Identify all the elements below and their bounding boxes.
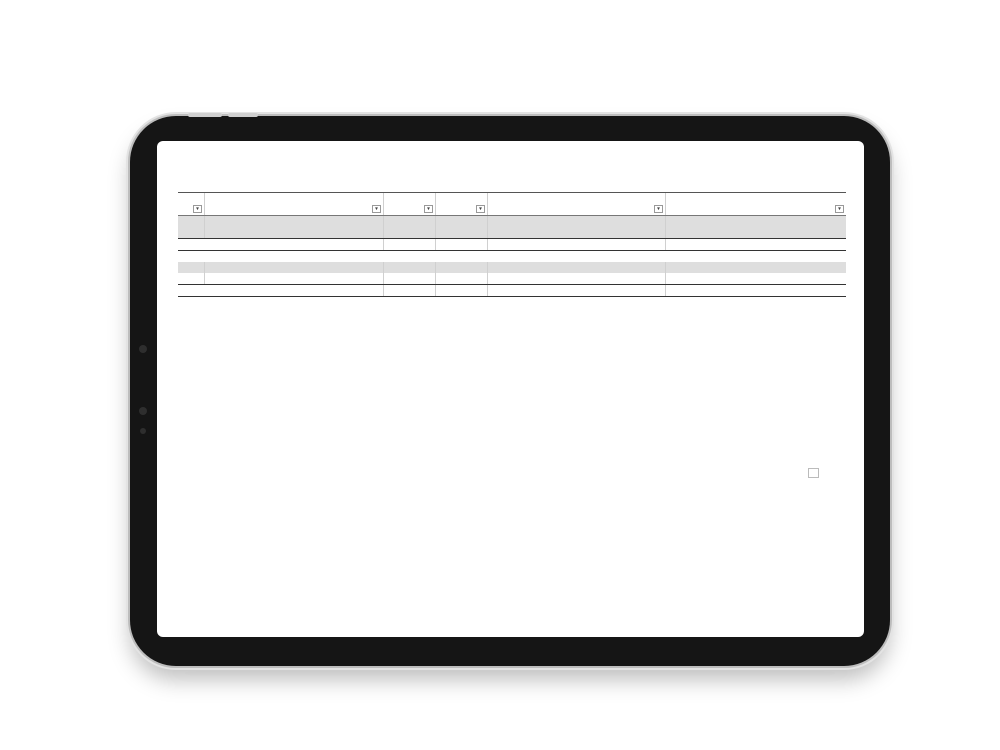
- subtotal-row: [178, 238, 846, 251]
- filter-dropdown-icon[interactable]: ▾: [372, 205, 381, 213]
- filter-dropdown-icon[interactable]: ▾: [476, 205, 485, 213]
- filter-dropdown-icon[interactable]: ▾: [654, 205, 663, 213]
- contingency-pct-notes: [488, 262, 666, 273]
- col-sheet-no: [178, 193, 205, 215]
- spreadsheet-screen: [157, 141, 864, 637]
- total-row: [178, 284, 846, 297]
- tablet-top-button: [188, 113, 222, 117]
- room-sheets-notes: [488, 216, 666, 238]
- filter-dropdown-icon[interactable]: ▾: [424, 205, 433, 213]
- contingency-label: [205, 273, 384, 284]
- total-label: [205, 285, 384, 296]
- col-my-notes: [666, 193, 846, 215]
- summary-table: [178, 192, 846, 297]
- col-general-notes: [488, 193, 666, 215]
- contingency-pct-row: [178, 262, 846, 273]
- autofill-handle[interactable]: [808, 468, 819, 478]
- subtotal-label: [205, 239, 384, 250]
- camera-dot: [139, 407, 147, 415]
- room-sheets-header: [178, 216, 846, 238]
- filter-dropdown-icon[interactable]: ▾: [835, 205, 844, 213]
- camera-dot: [140, 428, 146, 434]
- col-budget: [384, 193, 436, 215]
- table-header: [178, 192, 846, 216]
- filter-dropdown-icon[interactable]: ▾: [193, 205, 202, 213]
- col-project-name: [205, 193, 384, 215]
- tablet-top-button: [228, 113, 258, 117]
- contingency-pct-label: [205, 262, 384, 273]
- camera-dot: [139, 345, 147, 353]
- contingency-row: [178, 273, 846, 284]
- col-actual-cost: [436, 193, 488, 215]
